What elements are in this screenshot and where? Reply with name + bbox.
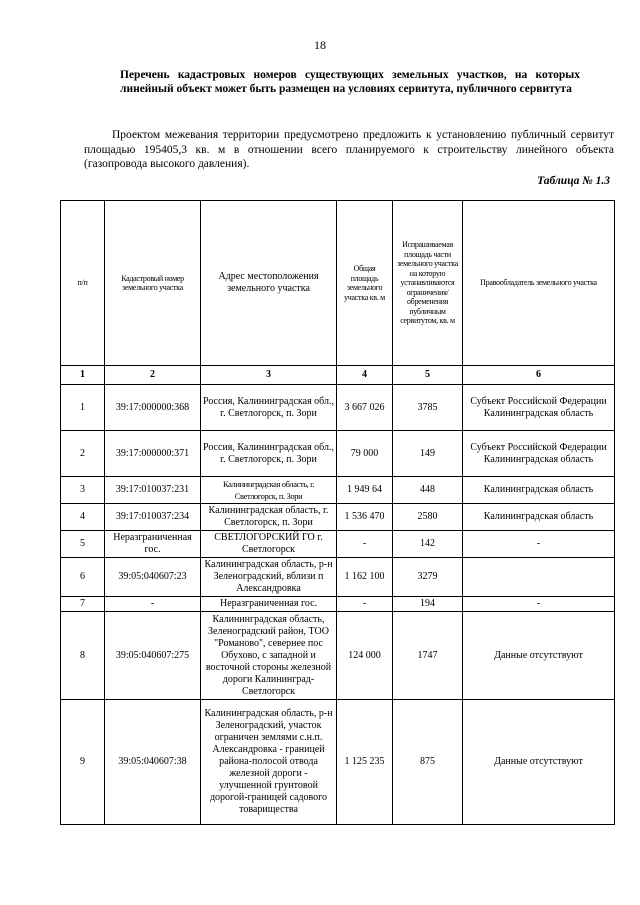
cadastral-number: 39:17:010037:234 xyxy=(105,504,201,531)
cadastral-number: 39:05:040607:23 xyxy=(105,558,201,597)
cadastral-number: Неразграниченная гос. xyxy=(105,531,201,558)
total-area: 3 667 026 xyxy=(337,385,393,431)
address: Калининградская область, г. Светлогорск, п. Зори xyxy=(201,477,337,504)
total-area: - xyxy=(337,531,393,558)
section-heading: Перечень кадастровых номеров существующих земельных участков, на которых линейный объект может быть размещен на условиях сервитута, публичного сервитута xyxy=(120,69,580,95)
owner: Субъект Российской Федерации Калининградская область xyxy=(463,385,615,431)
column-number: 1 xyxy=(61,366,105,385)
address: СВЕТЛОГОРСКИЙ ГО г. Светлогорск xyxy=(201,531,337,558)
requested-area: 448 xyxy=(393,477,463,504)
row-number: 2 xyxy=(61,431,105,477)
column-number: 2 xyxy=(105,366,201,385)
total-area: 1 949 64 xyxy=(337,477,393,504)
row-number: 7 xyxy=(61,597,105,612)
requested-area: 149 xyxy=(393,431,463,477)
table-caption: Таблица № 1.3 xyxy=(537,175,610,187)
total-area: 79 000 xyxy=(337,431,393,477)
header-total-area: Общая площадь земельного участка кв. м xyxy=(337,201,393,366)
intro-text: Проектом межевания территории предусмотрено предложить к установлению публичный сервитут площадью 195405,3 кв. м в отношении всего планируемого к строительству линейного объекта (газопровода высокого давления). xyxy=(84,129,614,170)
page-number: 18 xyxy=(314,38,326,52)
address: Калининградская область, г. Светлогорск, п. Зори xyxy=(201,504,337,531)
header-address: Адрес местоположения земельного участка xyxy=(201,201,337,366)
table-row xyxy=(61,477,615,504)
cadastral-number: - xyxy=(105,597,201,612)
address: Калининградская область, Зеленоградский район, ТОО "Романово", севернее пос Обухово, с западной и восточной стороны железной дороги Калининград-Светлогорск xyxy=(201,612,337,700)
owner: Калининградская область xyxy=(463,504,615,531)
column-number-row xyxy=(61,366,615,385)
row-number: 8 xyxy=(61,612,105,700)
row-number: 9 xyxy=(61,700,105,825)
owner: Данные отсутствуют xyxy=(463,700,615,825)
table-row xyxy=(61,431,615,477)
address: Россия, Калининградская обл., г. Светлогорск, п. Зори xyxy=(201,385,337,431)
cadastral-number: 39:17:000000:368 xyxy=(105,385,201,431)
table-row xyxy=(61,700,615,825)
table-row xyxy=(61,385,615,431)
row-number: 6 xyxy=(61,558,105,597)
requested-area: 3785 xyxy=(393,385,463,431)
header-requested-area: Испрашиваемая площадь части земельного участка на которую устанавливаются ограничения/обременения публичным сервитутом, кв. м xyxy=(393,201,463,366)
total-area: 1 125 235 xyxy=(337,700,393,825)
requested-area: 194 xyxy=(393,597,463,612)
total-area: 1 162 100 xyxy=(337,558,393,597)
row-number: 4 xyxy=(61,504,105,531)
owner: Данные отсутствуют xyxy=(463,612,615,700)
total-area: 1 536 470 xyxy=(337,504,393,531)
row-number: 3 xyxy=(61,477,105,504)
cadastral-number: 39:05:040607:275 xyxy=(105,612,201,700)
owner: Калининградская область xyxy=(463,477,615,504)
requested-area: 875 xyxy=(393,700,463,825)
owner: - xyxy=(463,531,615,558)
land-plots-table xyxy=(60,200,615,825)
column-number: 4 xyxy=(337,366,393,385)
requested-area: 142 xyxy=(393,531,463,558)
cadastral-number: 39:17:010037:231 xyxy=(105,477,201,504)
intro-paragraph xyxy=(84,128,614,172)
total-area: 124 000 xyxy=(337,612,393,700)
header-number: п/п xyxy=(61,201,105,366)
table-row xyxy=(61,558,615,597)
requested-area: 3279 xyxy=(393,558,463,597)
table-row xyxy=(61,504,615,531)
requested-area: 2580 xyxy=(393,504,463,531)
total-area: - xyxy=(337,597,393,612)
header-owner: Правообладатель земельного участка xyxy=(463,201,615,366)
cadastral-number: 39:05:040607:38 xyxy=(105,700,201,825)
row-number: 1 xyxy=(61,385,105,431)
row-number: 5 xyxy=(61,531,105,558)
owner: - xyxy=(463,597,615,612)
column-number: 3 xyxy=(201,366,337,385)
table-row xyxy=(61,597,615,612)
address: Калининградская область, р-н Зеленоградский, участок ограничен землями с.н.п. Александровка - границей района-полосой отвода железной дороги - улучшенной грунтовой дорогой-границей садового товарищества xyxy=(201,700,337,825)
requested-area: 1747 xyxy=(393,612,463,700)
address: Неразграниченная гос. xyxy=(201,597,337,612)
address: Россия, Калининградская обл., г. Светлогорск, п. Зори xyxy=(201,431,337,477)
table-header-row xyxy=(61,201,615,366)
owner: Субъект Российской Федерации Калининградская область xyxy=(463,431,615,477)
column-number: 5 xyxy=(393,366,463,385)
cadastral-number: 39:17:000000:371 xyxy=(105,431,201,477)
address: Калининградская область, р-н Зеленоградский, вблизи п Александровка xyxy=(201,558,337,597)
column-number: 6 xyxy=(463,366,615,385)
table-row xyxy=(61,531,615,558)
owner xyxy=(463,558,615,597)
table-row xyxy=(61,612,615,700)
header-cadastral-number: Кадастровый номер земельного участка xyxy=(105,201,201,366)
